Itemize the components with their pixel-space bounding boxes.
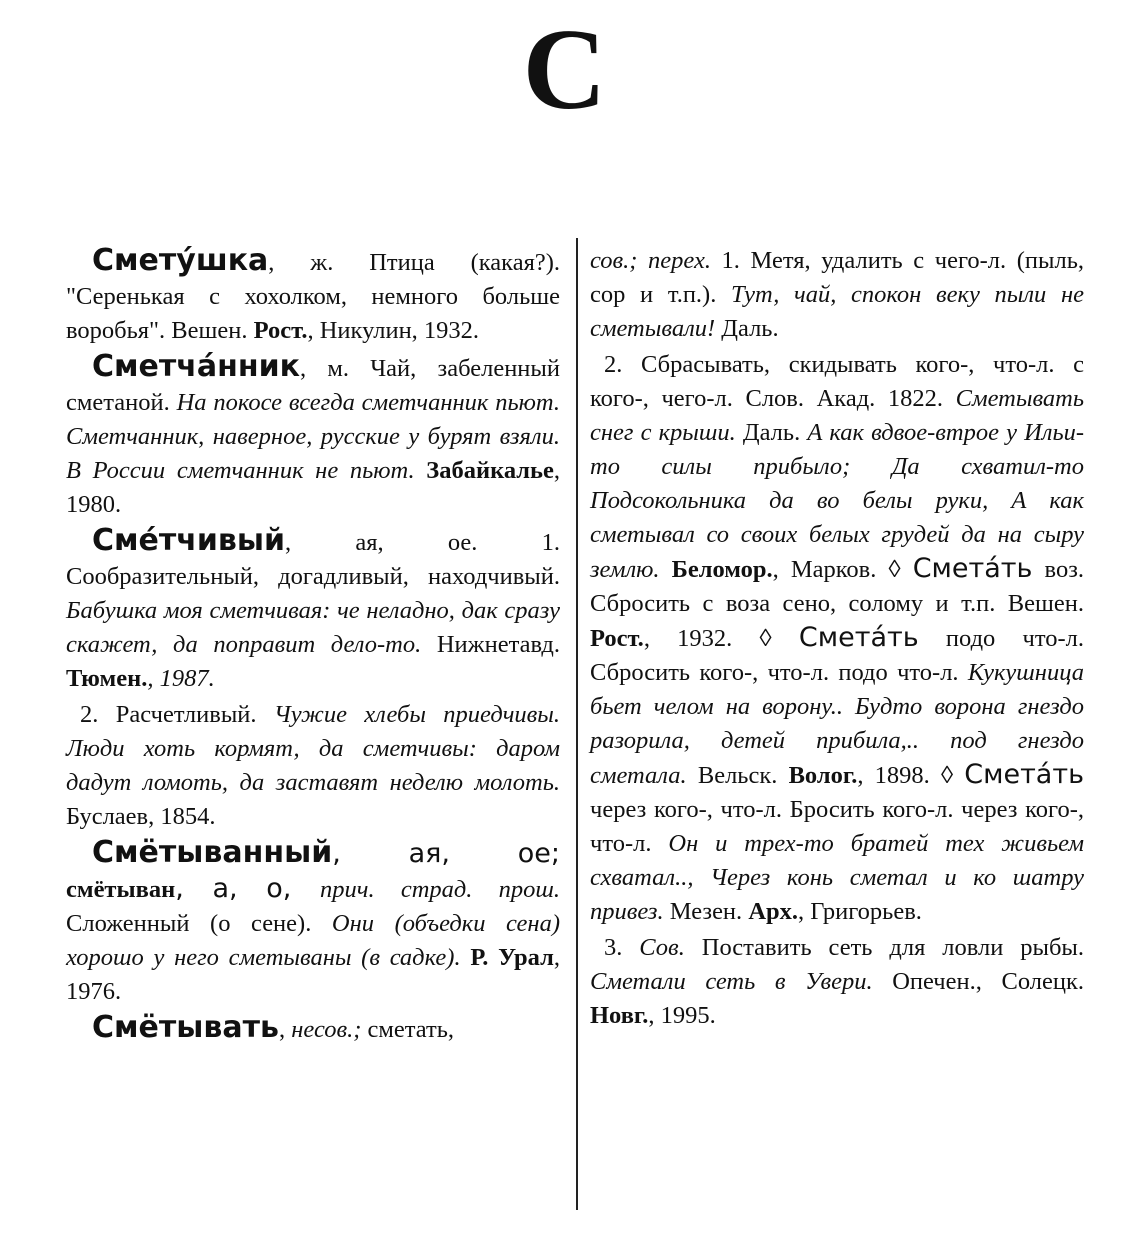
source-text: Опечен., Солецк.: [872, 968, 1084, 995]
short-form: смётыван: [66, 876, 176, 903]
source-text: , Григорьев.: [798, 898, 922, 925]
grammar-text: , ая, ое;: [332, 838, 560, 869]
source-text: Даль.: [735, 419, 808, 446]
definition-text: 2. Сбрасывать, скидывать кого-, что-л. с кого-, чего-л. Слов. Акад. 1822.: [590, 351, 1084, 412]
grammar-label: Сов.: [639, 934, 685, 961]
grammar-text: ,: [279, 1016, 292, 1043]
source-text: Буслаев, 1854.: [66, 803, 216, 830]
source-text: Вельск.: [686, 762, 789, 789]
definition-text: , ж. Птица (какая?). "Серенькая с хохолком, немного больше воробья". Вешен.: [66, 249, 560, 344]
headword: Сме́тчивый: [92, 523, 286, 558]
grammar-label: сов.; перех.: [590, 247, 711, 274]
definition-text: 3.: [604, 934, 640, 961]
example-text: Чужие хлебы приедчивы. Люди хоть кормят, да сметчивы: даром дадут ломоть, да заставят неделю молоть.: [66, 701, 561, 796]
year-text: , 1987.: [147, 665, 215, 692]
entry-smetyvat-sense-3: [590, 931, 1084, 1033]
entry-smetyvat: [66, 1011, 560, 1047]
entry-smetyvannyi: [66, 836, 560, 1009]
region-label: Рост.: [590, 625, 644, 652]
example-text: Сметывать снег с крыши.: [590, 385, 1084, 446]
source-text: Даль.: [715, 315, 779, 342]
source-text: , 1932. ◊: [643, 625, 799, 652]
region-label: Рост.: [253, 317, 308, 344]
grammar-label: прич. страд. прош.: [320, 876, 560, 903]
example-text: А как вдвое-втрое у Ильи-то силы прибыло; Да схватил-то Подсокольника да во белы руки, А как сметывал со своих белых грудей да на сыру землю.: [590, 419, 1084, 583]
grammar-text: , а, о,: [175, 873, 321, 904]
source-text: , 1995.: [648, 1002, 716, 1029]
example-text: Сметали сеть в Увери.: [590, 968, 873, 995]
column-divider: [576, 238, 578, 1210]
definition-text: , ая, ое. 1. Сообразительный, догадливый, находчивый.: [66, 529, 560, 590]
entry-smetchannik: [66, 350, 560, 522]
headword: Смётыванный: [92, 835, 333, 870]
entry-smetyvat-sense-2: [590, 348, 1084, 929]
grammar-label: несов.;: [291, 1016, 362, 1043]
source-text: , 1976.: [66, 944, 561, 1005]
headword: Смету́шка: [92, 243, 269, 278]
headword: Смётывать: [92, 1010, 279, 1045]
region-label: Арх.: [748, 898, 799, 925]
region-label: Волог.: [788, 762, 858, 789]
idiom-headword: Смета́ть: [964, 759, 1084, 790]
idiom-headword: Смета́ть: [912, 553, 1033, 584]
region-label: Тюмен.: [66, 665, 148, 692]
entry-smetchivyi-sense-2: [66, 698, 560, 834]
region-label: Забайкалье: [414, 457, 554, 484]
definition-text: 2. Расчетливый.: [80, 701, 274, 728]
definition-text: воз. Сбросить с воза сено, солому и т.п. Вешен.: [590, 556, 1084, 617]
right-column: [590, 244, 1084, 1035]
example-text: Он и трех-то братей тех живьем схватал.., Через конь сметал и ко шатру привез.: [590, 830, 1084, 925]
headword: Сметча́нник: [92, 349, 300, 384]
definition-text: 1. Метя, удалить с чего-л. (пыль, сор и т.п.).: [590, 247, 1084, 308]
definition-text: , м. Чай, забеленный сметаной.: [66, 355, 560, 416]
definition-text: через кого-, что-л. Бросить кого-л. через кого-, что-л.: [590, 796, 1084, 857]
source-text: Нижнетавд.: [421, 631, 560, 658]
definition-text: сметать,: [361, 1016, 455, 1043]
page-letter: С: [522, 6, 607, 134]
source-text: Мезен.: [663, 898, 749, 925]
definition-text: Сложенный (о сене).: [66, 910, 332, 937]
entry-smetushka: [66, 244, 560, 348]
source-text: , Никулин, 1932.: [307, 317, 480, 344]
example-text: Бабушка моя сметчивая: че неладно, дак сразу скажет, да поправит дело-то.: [66, 597, 560, 658]
source-text: , Марков. ◊: [772, 556, 913, 583]
entry-smetyvat-sense-1: [590, 244, 1084, 346]
region-label: Беломор.: [659, 556, 773, 583]
region-label: Новг.: [590, 1002, 649, 1029]
source-text: , 1898. ◊: [857, 762, 965, 789]
example-text: Они (объедки сена) хорошо у него сметываны (в садке).: [66, 910, 560, 971]
example-text: Кукушница бьет челом на ворону.. Будто ворона гнездо разорила, детей прибила,.. под гнездо сметала.: [590, 659, 1084, 789]
source-text: , 1980.: [66, 457, 560, 518]
definition-text: Поставить сеть для ловли рыбы.: [684, 934, 1085, 961]
left-column: [66, 244, 560, 1049]
example-text: Тут, чай, спокон веку пыли не сметывали!: [590, 281, 1085, 342]
idiom-headword: Смета́ть: [798, 622, 919, 653]
definition-text: подо что-л. Сбросить кого-, что-л. подо что-л.: [590, 625, 1085, 686]
entry-smetchivyi: [66, 524, 560, 696]
region-label: Р. Урал: [460, 944, 554, 971]
example-text: На покосе всегда сметчанник пьют. Сметчанник, наверное, русские у бурят взяли. В России сметчанник не пьют.: [66, 389, 561, 484]
